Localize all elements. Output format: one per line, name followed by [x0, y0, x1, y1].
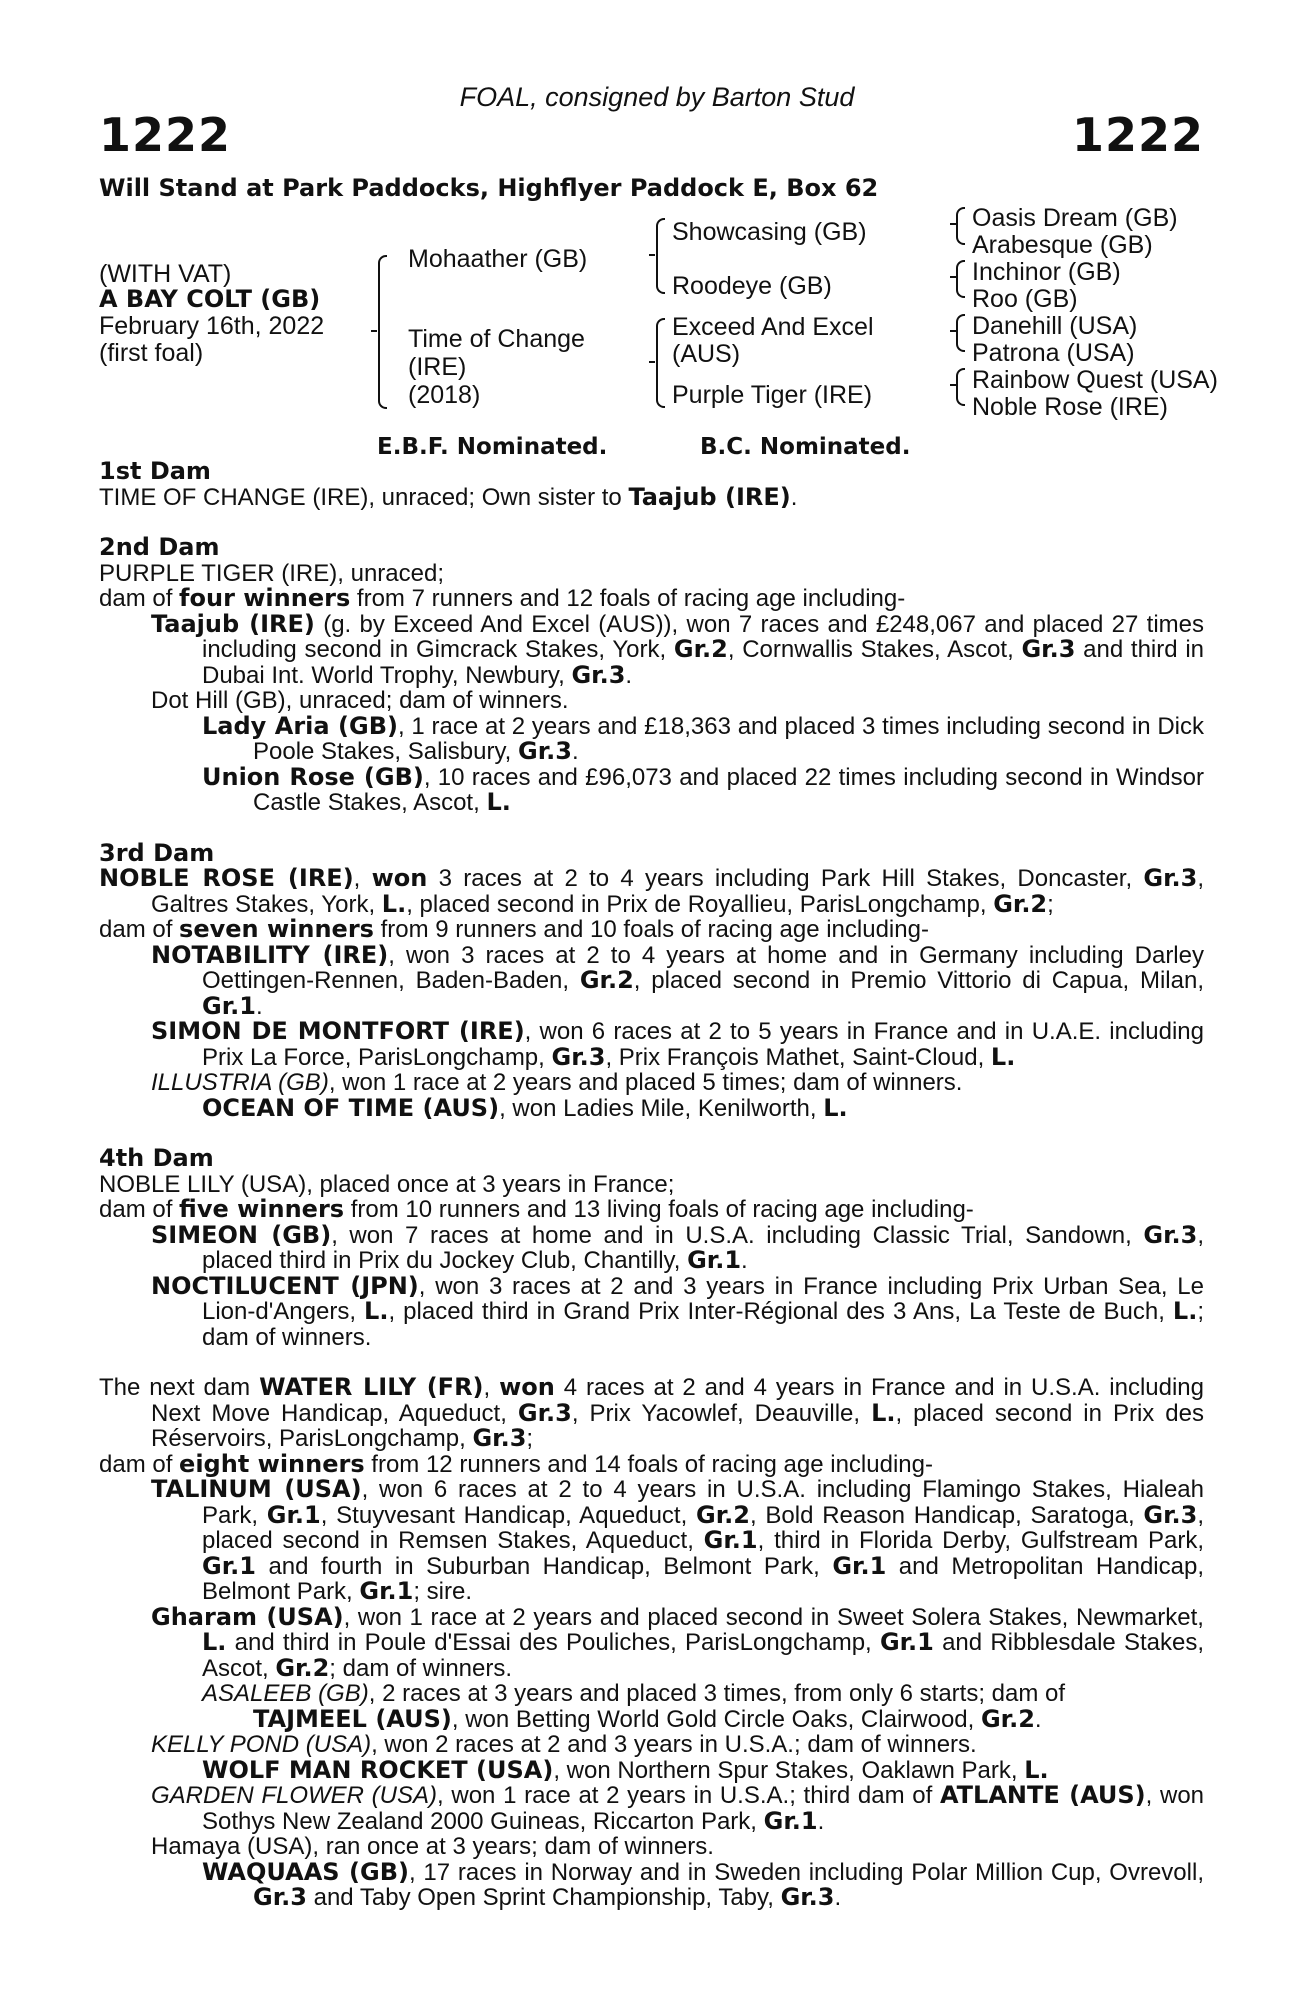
gg-7: Rainbow Quest (USA)	[972, 366, 1218, 394]
fourth-dam-summary: dam of five winners from 10 runners and 13 living foals of racing age including-	[99, 1195, 974, 1223]
bc-nomination: B.C. Nominated.	[700, 434, 911, 460]
dam-line-3: (2018)	[408, 381, 481, 409]
sire-dam: Roodeye (GB)	[672, 272, 832, 300]
list-item: NOCTILUCENT (JPN), won 3 races at 2 and 3 years in France including Prix Urban Sea, Le Lion-d'Angers, L., placed third in Grand Prix Inter-Régional des 3 Ans, La Teste de Buch, L.; dam of winners.	[151, 1271, 1204, 1351]
stand-location: Will Stand at Park Paddocks, Highflyer Paddock E, Box 62	[99, 174, 879, 202]
list-item: SIMON DE MONTFORT (IRE), won 6 races at 2 to 5 years in France and in U.A.E. including Prix La Force, ParisLongchamp, Gr.3, Prix François Mathet, Saint-Cloud, L.	[151, 1017, 1204, 1071]
horse-name: A BAY COLT (GB)	[99, 285, 321, 313]
list-item: OCEAN OF TIME (AUS), won Ladies Mile, Kenilworth, L.	[202, 1093, 848, 1122]
dam-line-2: (IRE)	[408, 353, 467, 381]
list-item: TAJMEEL (AUS), won Betting World Gold Circle Oaks, Clairwood, Gr.2.	[253, 1704, 1042, 1733]
list-item: WOLF MAN ROCKET (USA), won Northern Spur Stakes, Oaklawn Park, L.	[202, 1755, 1049, 1784]
fourth-dam-heading: 4th Dam	[99, 1144, 214, 1172]
brace-tick	[649, 254, 655, 256]
list-item: Lady Aria (GB), 1 race at 2 years and £18,363 and placed 3 times including second in Dick Poole Stakes, Salisbury, Gr.3.	[202, 711, 1204, 765]
sire-brace	[656, 218, 665, 294]
gg-1: Oasis Dream (GB)	[972, 204, 1178, 232]
next-dam-text: The next dam WATER LILY (FR), won 4 races at 2 and 4 years in France and in U.S.A. including Next Move Handicap, Aqueduct, Gr.3, Prix Yacowlef, Deauville, L., placed second in Prix des Réservoirs, ParisLongchamp, Gr.3;	[99, 1373, 1205, 1452]
lot-number-left: 1222	[99, 108, 232, 162]
first-dam-heading: 1st Dam	[99, 457, 211, 485]
gg-brace	[956, 260, 965, 298]
gg-6: Patrona (USA)	[972, 339, 1135, 367]
list-item: Taajub (IRE) (g. by Exceed And Excel (AUS)), won 7 races and £248,067 and placed 27 times including second in Gimcrack Stakes, York, Gr.2, Cornwallis Stakes, Ascot, Gr.3 and third in Dubai Int. World Trophy, Newbury, Gr.3.	[151, 609, 1204, 689]
gg-2: Arabesque (GB)	[972, 231, 1153, 259]
brace-tick	[950, 330, 956, 332]
sire-sire: Showcasing (GB)	[672, 218, 867, 246]
dam-sire-1: Exceed And Excel	[672, 313, 874, 341]
pedigree-brace	[378, 255, 387, 409]
list-item: TALINUM (USA), won 6 races at 2 to 4 years in U.S.A. including Flamingo Stakes, Hialeah Park, Gr.1, Stuyvesant Handicap, Aqueduct, Gr.2, Bold Reason Handicap, Saratoga, Gr.3, placed second in Remsen Stakes, Aqueduct, Gr.1, third in Florida Derby, Gulfstream Park, Gr.1 and fourth in Suburban Handicap, Belmont Park, Gr.1 and Metropolitan Handicap, Belmont Park, Gr.1; sire.	[151, 1475, 1205, 1605]
horse-vat: (WITH VAT)	[99, 260, 232, 288]
second-dam-text: PURPLE TIGER (IRE), unraced;	[99, 559, 444, 587]
list-item: NOTABILITY (IRE), won 3 races at 2 to 4 years at home and in Germany including Darley Oettingen-Rennen, Baden-Baden, Gr.2, placed second in Premio Vittorio di Capua, Milan, Gr.1.	[151, 940, 1204, 1020]
list-item: WAQUAAS (GB), 17 races in Norway and in Sweden including Polar Million Cup, Ovrevoll, Gr.3 and Taby Open Sprint Championship, Taby, Gr.3.	[202, 1857, 1204, 1911]
gg-8: Noble Rose (IRE)	[972, 393, 1168, 421]
horse-note: (first foal)	[99, 339, 204, 367]
produce-record	[99, 459, 1204, 1911]
dam-sire-2: (AUS)	[672, 340, 741, 368]
ebf-nomination: E.B.F. Nominated.	[377, 434, 608, 460]
gg-brace	[956, 207, 965, 245]
list-item: KELLY POND (USA), won 2 races at 2 and 3 years in U.S.A.; dam of winners.	[151, 1731, 977, 1758]
second-dam-summary: dam of four winners from 7 runners and 12 foals of racing age including-	[99, 584, 906, 612]
dam-brace	[656, 318, 665, 408]
brace-tick	[950, 276, 956, 278]
list-item: Union Rose (GB), 10 races and £96,073 and placed 22 times including second in Windsor Castle Stakes, Ascot, L.	[202, 762, 1204, 816]
list-item: GARDEN FLOWER (USA), won 1 race at 2 years in U.S.A.; third dam of ATLANTE (AUS), won Sothys New Zealand 2000 Guineas, Riccarton Park, Gr.1.	[151, 1781, 1205, 1835]
brace-tick	[649, 361, 655, 363]
dam-line-1: Time of Change	[408, 325, 585, 353]
brace-tick	[950, 223, 956, 225]
list-item: ILLUSTRIA (GB), won 1 race at 2 years and placed 5 times; dam of winners.	[151, 1069, 963, 1096]
dam-dam: Purple Tiger (IRE)	[672, 381, 873, 409]
list-item: ASALEEB (GB), 2 races at 3 years and placed 3 times, from only 6 starts; dam of	[202, 1680, 1066, 1707]
horse-dob: February 16th, 2022	[99, 312, 325, 340]
third-dam-heading: 3rd Dam	[99, 838, 215, 867]
list-item: Gharam (USA), won 1 race at 2 years and placed second in Sweet Solera Stakes, Newmarket, L. and third in Poule d'Essai des Pouliches, ParisLongchamp, Gr.1 and Ribblesdale Stakes, Ascot, Gr.2; dam of winners.	[151, 1602, 1205, 1682]
next-dam-summary: dam of eight winners from 12 runners and 14 foals of racing age including-	[99, 1449, 933, 1478]
brace-tick	[371, 330, 377, 332]
brace-tick	[950, 384, 956, 386]
list-item: Hamaya (USA), ran once at 3 years; dam of winners.	[151, 1833, 714, 1860]
gg-5: Danehill (USA)	[972, 312, 1138, 340]
fourth-dam-text: NOBLE LILY (USA), placed once at 3 years in France;	[99, 1170, 675, 1198]
list-item: SIMEON (GB), won 7 races at home and in U.S.A. including Classic Trial, Sandown, Gr.3, placed third in Prix du Jockey Club, Chantilly, Gr.1.	[151, 1220, 1205, 1274]
list-item: Dot Hill (GB), unraced; dam of winners.	[151, 687, 569, 714]
gg-brace	[956, 368, 965, 406]
gg-3: Inchinor (GB)	[972, 258, 1121, 286]
lot-number-right: 1222	[1071, 108, 1204, 162]
first-dam-text: TIME OF CHANGE (IRE), unraced; Own sister to Taajub (IRE).	[99, 482, 798, 511]
second-dam-heading: 2nd Dam	[99, 533, 220, 561]
third-dam-text: NOBLE ROSE (IRE), won 3 races at 2 to 4 years including Park Hill Stakes, Doncaster, Gr.3, Galtres Stakes, York, L., placed second in Prix de Royallieu, ParisLongchamp, Gr.2;	[99, 864, 1204, 918]
consignment-line: FOAL, consigned by Barton Stud	[459, 82, 855, 112]
gg-brace	[956, 314, 965, 352]
sire: Mohaather (GB)	[408, 245, 588, 273]
gg-4: Roo (GB)	[972, 285, 1078, 313]
third-dam-summary: dam of seven winners from 9 runners and 10 foals of racing age including-	[99, 915, 929, 943]
